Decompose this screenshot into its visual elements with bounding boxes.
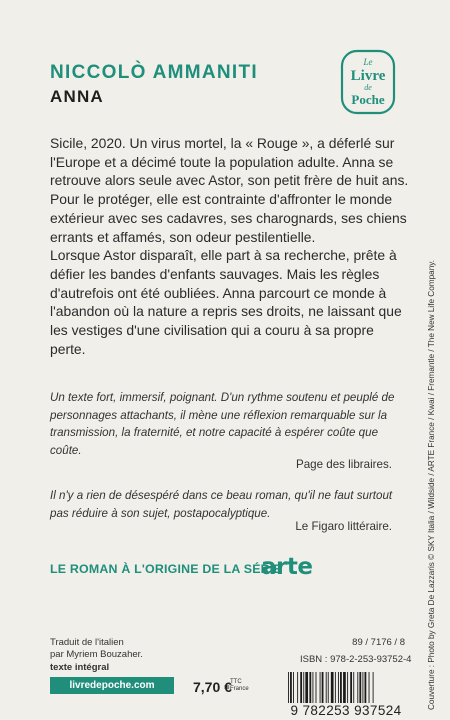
- translator-line: Traduit de l'italien: [50, 637, 124, 648]
- cover-credits: [417, 259, 437, 710]
- cover-credits-text: Couverture : Photo by Greta De Lazzaris © SKY Italia / Wildside / ARTE France / Kwai / Fremantle / The New Life Company.: [427, 259, 436, 710]
- barcode-digits: 9 782253 937524: [286, 703, 406, 720]
- review-quote: Il n'y a rien de désespéré dans ce beau roman, qu'il ne faut surtout pas réduire à son sujet, postapocalyptique.: [50, 489, 393, 520]
- website-badge: livredepoche.com: [50, 677, 174, 694]
- author-name: NICCOLÒ AMMANITI: [50, 62, 258, 83]
- price-country: France: [230, 686, 249, 692]
- price-ttc-label: [230, 679, 249, 693]
- arte-logo: arte: [261, 554, 313, 580]
- synopsis-paragraph: Lorsque Astor disparaît, elle part à sa recherche, prête à défier les bandes d'enfants sauvages. Mais les règles d'autrefois ont été oubliées. Anna parcourt ce monde à l'abandon où la nature a repris ses droits, ne laissant que les vestiges d'une civilisation qui a couru à sa propre perte.: [50, 247, 402, 357]
- synopsis: [50, 134, 410, 358]
- series-tagline: LE ROMAN À L'ORIGINE DE LA SÉRIE: [50, 562, 282, 576]
- logo-line-livre: Livre: [350, 68, 386, 84]
- logo-line-de: de: [364, 83, 372, 92]
- review-quote: Un texte fort, immersif, poignant. D'un rythme soutenu et peuplé de personnages attachants, il mène une réflexion remarquable sur la transmission, la fraternité, et notre capacité à espérer coûte que coûte.: [50, 391, 395, 457]
- translator-line: par Myriem Bouzaher.: [50, 648, 143, 660]
- logo-line-le: Le: [363, 57, 373, 67]
- price-ttc: TTC: [230, 679, 242, 685]
- integral-text-label: texte intégral: [50, 662, 110, 673]
- synopsis-paragraph: Sicile, 2020. Un virus mortel, la « Rouge », a déferlé sur l'Europe et a décimé toute la population adulte. Anna se retrouve alors seule avec Astor, son petit frère de huit ans. Pour le protéger, elle est contrainte d'affronter le monde extérieur avec ses cadavres, ses charognards, ses chiens errants et affamés, son odeur pestilentielle.: [50, 135, 409, 245]
- book-title: ANNA: [50, 87, 104, 106]
- review-source: Le Figaro littéraire.: [295, 520, 392, 533]
- isbn: ISBN : 978-2-253-93752-4: [300, 654, 412, 665]
- livre-de-poche-logo: [339, 48, 397, 116]
- logo-line-poche: Poche: [351, 92, 385, 107]
- review-source: Page des libraires.: [295, 458, 392, 471]
- price: 7,70 €: [193, 679, 232, 695]
- translator-credit: [50, 637, 143, 660]
- catalog-reference: 89 / 7176 / 8: [352, 637, 405, 648]
